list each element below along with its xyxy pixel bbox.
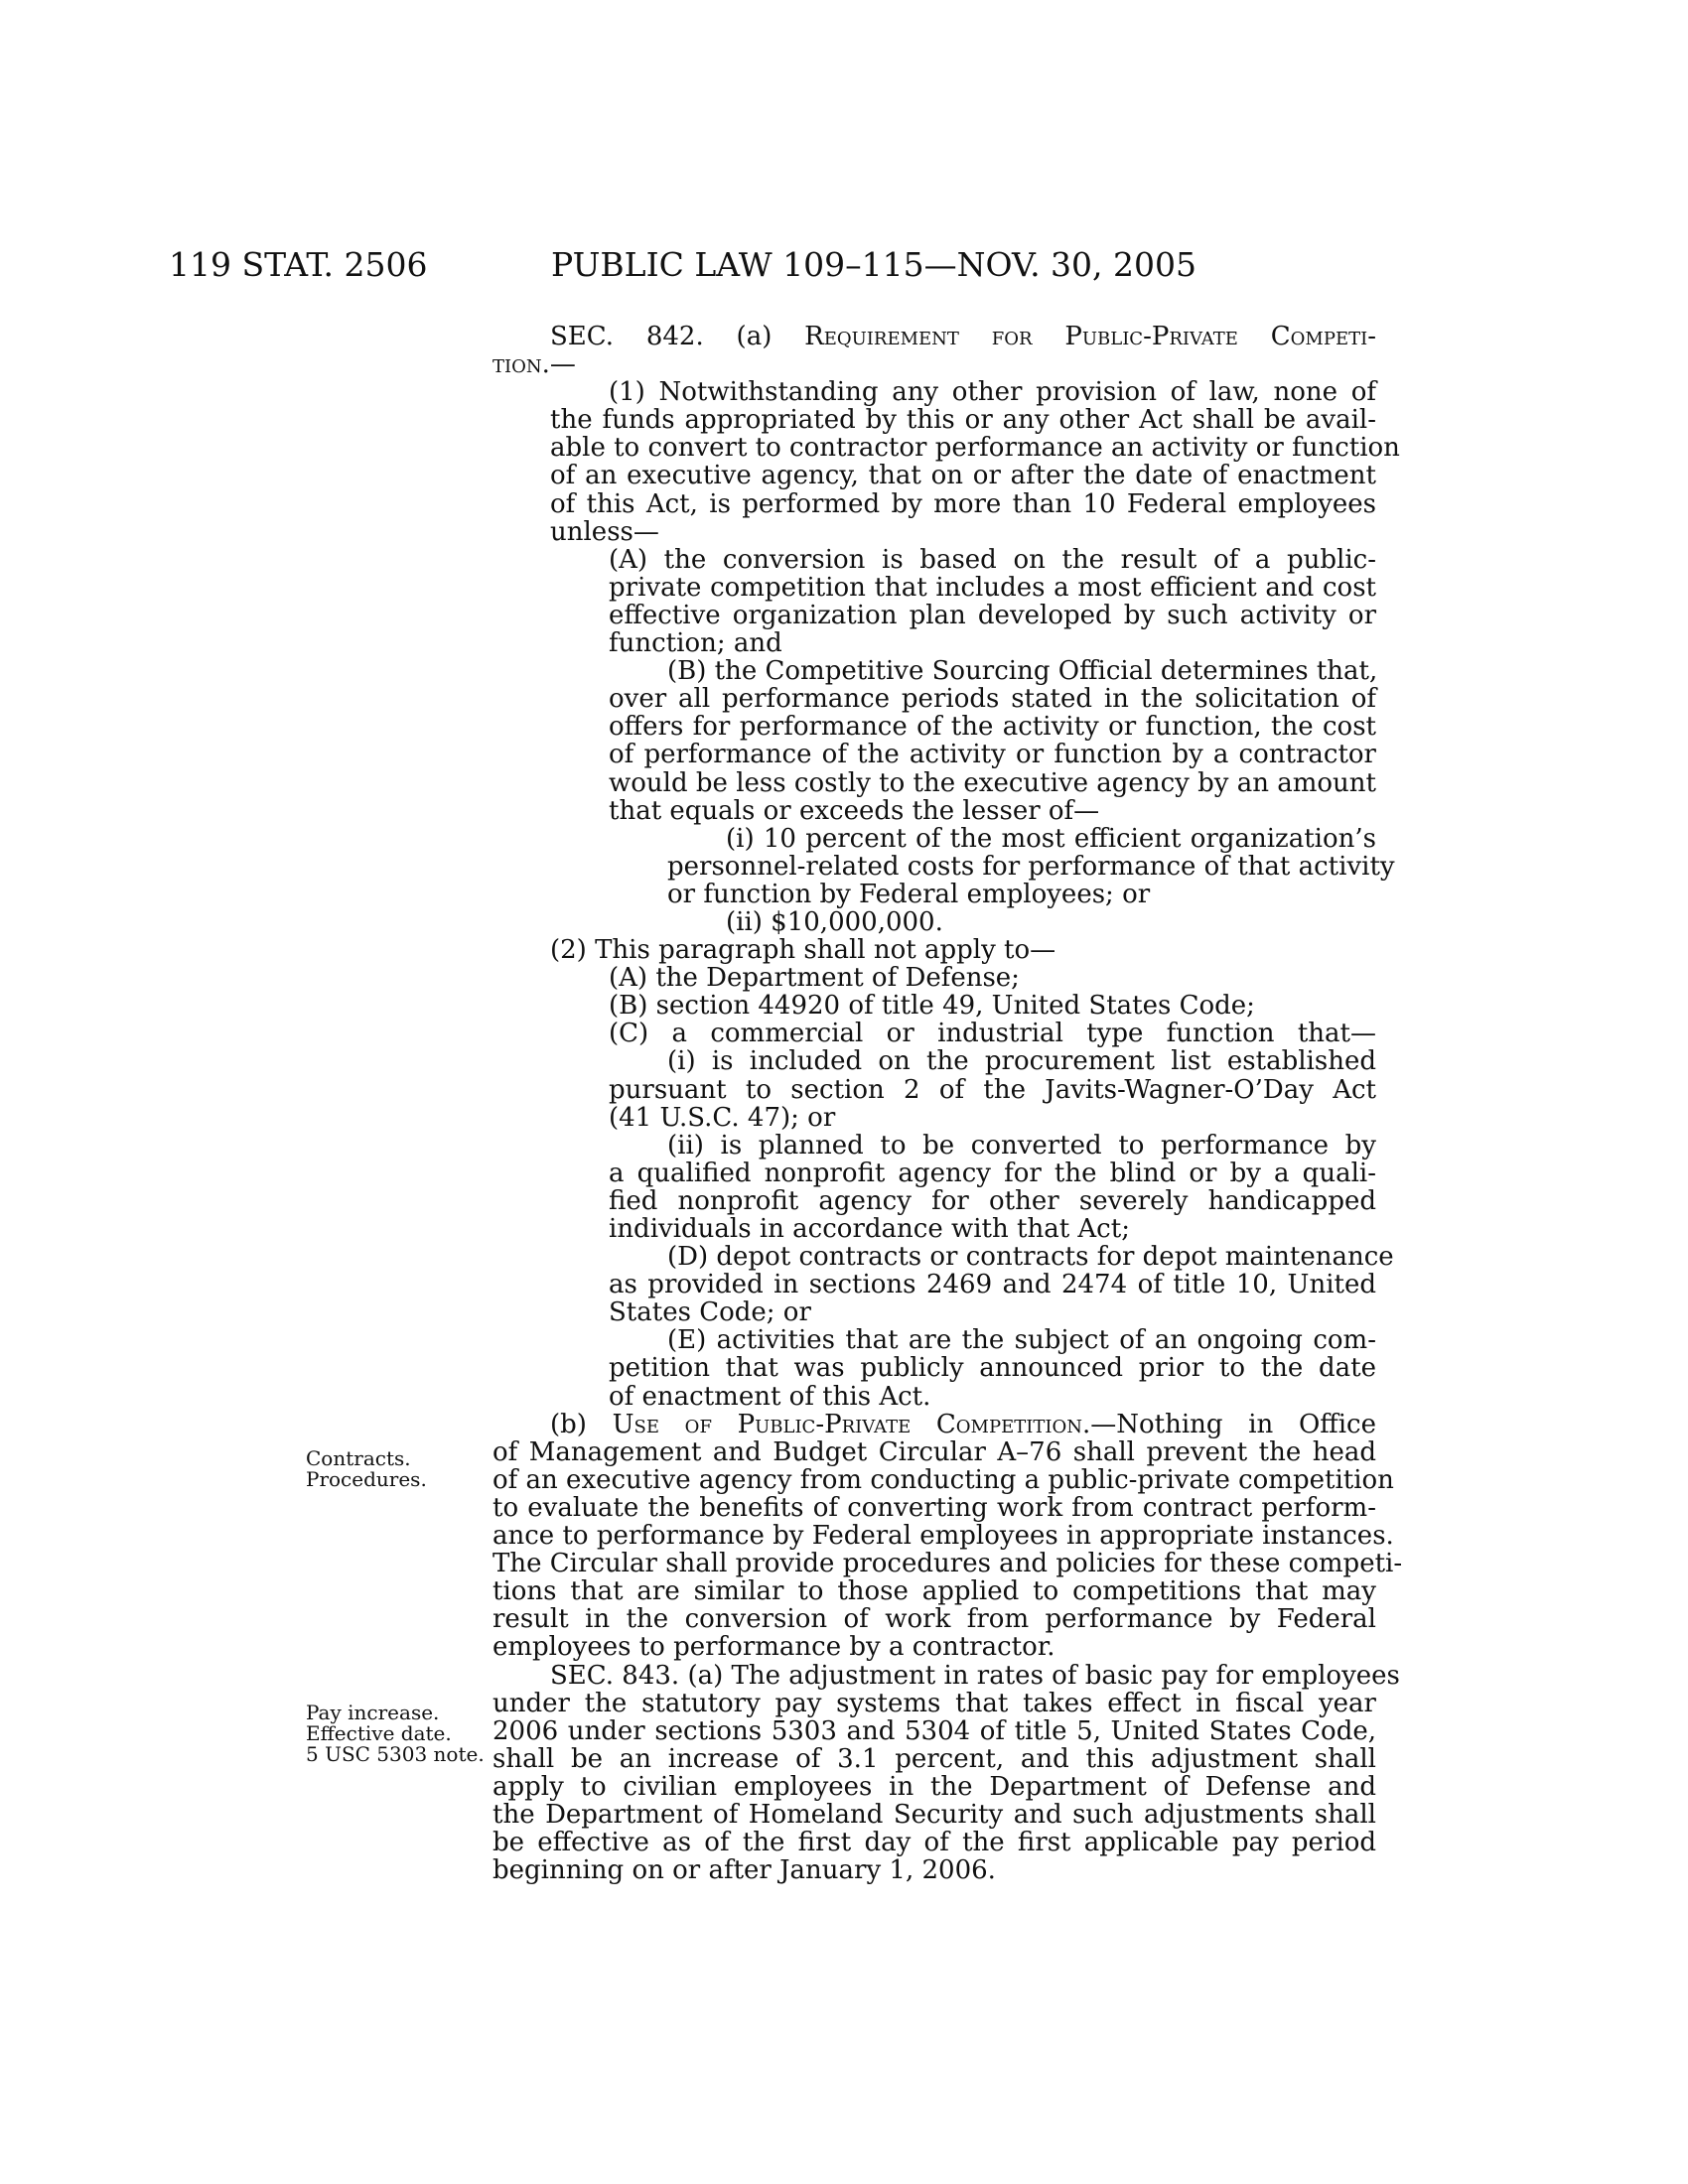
para-2: (2) This paragraph shall not apply to—: [550, 935, 1056, 966]
para-1-B: (B) the Competitive Sourcing Official determines that, over all performance periods stated in the solicitation of offers for performance of the activity or function, the cost of performance of the activity or function by a contractor would be less costly to the executive agency by an amount that equals or exceeds the lesser of—: [609, 656, 1378, 826]
para-1-B-i: (i) 10 percent of the most efficient organization’s personnel-related costs for performance of that activity or function by Federal employees; or: [667, 823, 1395, 909]
running-head-title: PUBLIC LAW 109–115—NOV. 30, 2005: [551, 245, 1197, 284]
sec-842-heading: SEC. 842. (a) Requirement for Public-Private Competi-: [550, 322, 1376, 351]
para-2-C: (C) a commercial or industrial type function that—: [609, 1019, 1376, 1049]
para-2-C-ii: (ii) is planned to be converted to performance by a qualified nonprofit agency for the blind or by a quali- fied nonprofit agency for other severely handicapped individuals in accordance with that Act;: [609, 1130, 1376, 1244]
para-2-E: (E) activities that are the subject of an ongoing com- petition that was publicly announced prior to the date of enactment of this Act.: [609, 1325, 1376, 1412]
para-2-D: (D) depot contracts or contracts for depot maintenance as provided in sections 2469 and 2474 of title 10, United States Code; or: [609, 1242, 1394, 1328]
sec-843: SEC. 843. (a) The adjustment in rates of basic pay for employees under the statutory pay systems that takes effect in fiscal year 2006 under sections 5303 and 5304 of title 5, United States Code, shall be an increase of 3.1 percent, and this adjustment shall apply to civilian employees in the Department of Defense and the Department of Homeland Security and such adjustments shall be effective as of the first day of the first applicable pay period beginning on or after January 1, 2006.: [492, 1660, 1400, 1886]
para-1-B-ii: (ii) $10,000,000.: [726, 906, 943, 937]
margin-note-pay-increase: Pay increase. Effective date. 5 USC 5303 note.: [306, 1701, 485, 1766]
para-2-B: (B) section 44920 of title 49, United States Code;: [609, 991, 1255, 1022]
para-1: (1) Notwithstanding any other provision of law, none of the funds appropriated by this or any other Act shall be avail- able to convert to contractor performance an activity or function of an executive agency, that on or after the date of enactment of this Act, is performed by more than 10 Federal employees unless—: [550, 377, 1400, 547]
subsection-b: (b) Use of Public-Private Competition.—Nothing in Office of Management and Budget Circular A–76 shall prevent the head of an executive agency from conducting a public-private competition to evaluate the benefits of converting work from contract perform- ance to performance by Federal employees in appropriate instances. The Circular shall provide procedures and policies for these competi- tions that are similar to those applied to competitions that may result in the conversion of work from performance by Federal employees to performance by a contractor.: [492, 1409, 1403, 1663]
margin-note-contracts: Contracts. Procedures.: [306, 1446, 427, 1491]
page-stat-number: 119 STAT. 2506: [169, 245, 428, 284]
statute-text: SEC. 842. (a) Requirement for Public-Private Competi- tion.— (1) Notwithstanding any other provision of law, none of the funds appropriated by this or any other Act shall be avail- able to convert to contractor performance an activity or function of an executive agency, that on or after the date of enactment of this Act, is performed by more than 10 Federal employees unless— (A) the conversion is based on the result of a public- private competition that includes a most efficient and cost effective organization plan developed by such activity or function; and (B) the Competitive Sourcing Official determines that, over all performance periods stated in the solicitation of offers for performance of the activity or function, the cost of performance of the activity or function by a contractor would be less costly to the executive agency by an amount that equals or exceeds the lesser of— (i) 10 percent of the most efficient organization’s personnel-related costs for performance of that activity or function by Federal employees; or (ii) $10,000,000. (2) This paragraph shall not apply to— (A) the Department of Defense; (B) section 44920 of title 49, United States Code; (C) a commercial or industrial type function that— (i) is included on the procurement list established pursuant to section 2 of the Javits-Wagner-O’Day Act (41 U.S.C. 47); or (ii) is planned to be converted to performance by a qualified nonprofit agency for the blind or by a quali- fied nonprofit agency for other severely handicapped individuals in accordance with that Act; (D) depot contracts or contracts for depot maintenance as provided in sections 2469 and 2474 of title 10, United States Code; or (E) activities that are the subject of an ongoing com- petition that was publicly announced prior to the date of enactment of this Act. (b) Use of Public-Private Competition.—Nothing in Office of Management and Budget Circular A–76 shall prevent the head of an executive agency from conducting a public-private competition to evaluate the benefits of converting work from contract perform- ance to performance by Federal employees in appropriate instances. The Circular shall provide procedures and policies for these competi- tions that are similar to those applied to competitions that may result in the conversion of work from performance by Federal employees to performance by a contractor. SEC. 843. (a) The adjustment in rates of basic pay for employees under the statutory pay systems that takes effect in fiscal year 2006 under sections 5303 and 5304 of title 5, United States Code, shall be an increase of 3.1 percent, and this adjustment shall apply to civilian employees in the Department of Defense and the Department of Homeland Security and such adjustments shall be effective as of the first day of the first applicable pay period beginning on or after January 1, 2006.: [492, 322, 1403, 1886]
para-2-A: (A) the Department of Defense;: [609, 963, 1020, 994]
para-1-A: (A) the conversion is based on the result of a public- private competition that includes a most efficient and cost effective organization plan developed by such activity or function; and: [609, 544, 1376, 659]
para-2-C-i: (i) is included on the procurement list established pursuant to section 2 of the Javits-Wagner-O’Day Act (41 U.S.C. 47); or: [609, 1046, 1376, 1133]
